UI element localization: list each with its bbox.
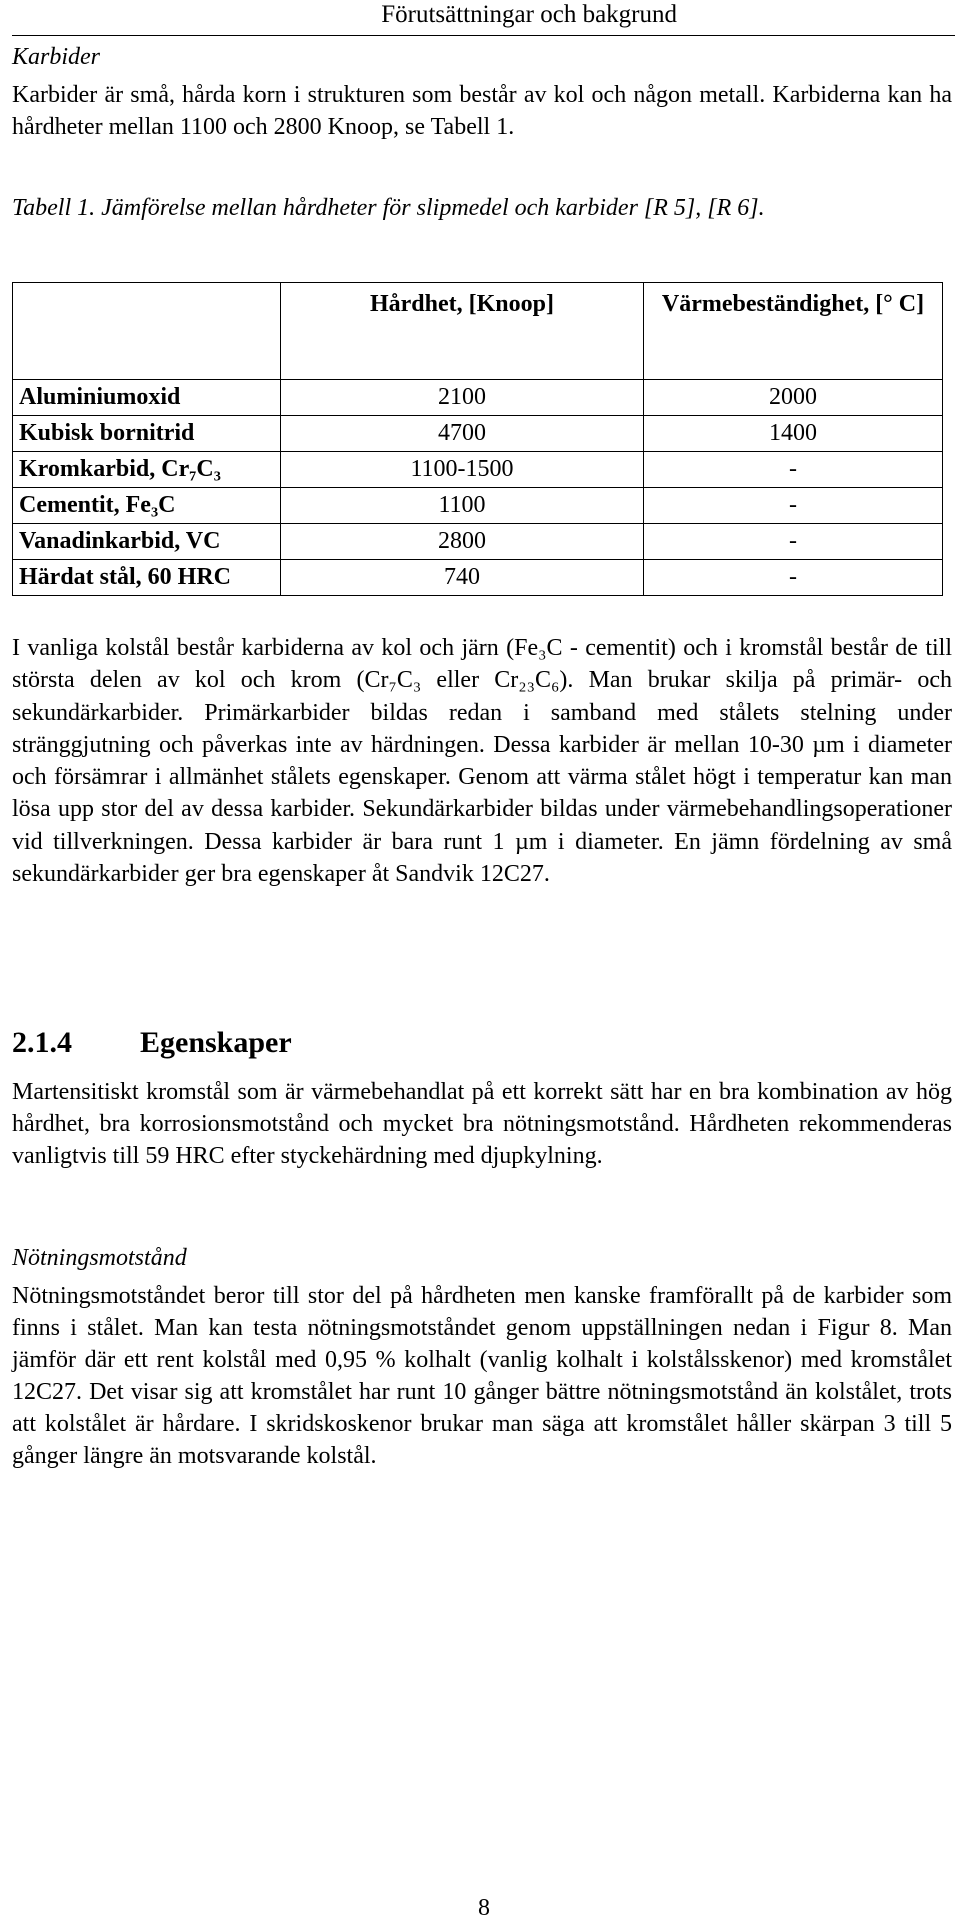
page-number: 8 [478, 1895, 490, 1921]
karbider-intro: Karbider är små, hårda korn i strukturen som består av kol och någon metall. Karbiderna kan ha hårdheter mellan 1100 och 2800 Knoop, se Tabell 1. [12, 82, 952, 140]
material-cell: Vanadinkarbid, VC [13, 524, 281, 560]
table-row [13, 524, 943, 560]
material-cell: Härdat stål, 60 HRC [13, 560, 281, 596]
section-number: 2.1.4 [12, 1026, 72, 1059]
table-corner-cell [13, 283, 281, 380]
material-cell: Kromkarbid, Cr₇C₃ [13, 452, 281, 488]
section-heading-egenskaper [12, 1025, 292, 1061]
heat-cell: - [644, 560, 943, 596]
hardness-table [12, 282, 943, 596]
hardness-cell: 2800 [281, 524, 644, 560]
karbider-body: I vanliga kolstål består karbiderna av kol och järn (Fe₃C - cementit) och i kromstål består de till största delen av kol och krom (Cr₇C₃ eller Cr₂₃C₆). Man brukar skilja på primär- och sekundärkarbider. Primärkarbider bildas redan i samband med stålets stelning under stränggjutning och påverkas inte av härdningen. Dessa karbider är mellan 10-30 µm i diameter och försämrar i allmänhet stålets egenskaper. Genom att värma stålet högt i temperatur kan man lösa upp stor del av dessa karbider. Sekundärkarbider bildas under värmebehandlingsoperationer vid tillverkningen. Dessa karbider är bara runt 1 µm i diameter. En jämn fördelning av små sekundärkarbider ger bra egenskaper åt Sandvik 12C27. [12, 635, 952, 888]
heat-cell: - [644, 452, 943, 488]
heat-cell: - [644, 524, 943, 560]
hardness-cell: 1100-1500 [281, 452, 644, 488]
hardness-cell: 2100 [281, 380, 644, 416]
column-header-heat-resistance: Värmebeständighet, [° C] [644, 283, 943, 380]
table-row [13, 488, 943, 524]
table-caption: Tabell 1. Jämförelse mellan hårdheter för slipmedel och karbider [R 5], [R 6]. [12, 195, 765, 221]
table-row [13, 380, 943, 416]
column-header-hardness: Hårdhet, [Knoop] [281, 283, 644, 380]
running-header: Förutsättningar och bakgrund [381, 1, 677, 28]
heat-cell: - [644, 488, 943, 524]
egenskaper-body: Martensitiskt kromstål som är värmebehandlat på ett korrekt sätt har en bra kombination av hög hårdhet, bra korrosionsmotstånd och mycket bra nötningsmotstånd. Hårdheten rekommenderas vanligtvis till 59 HRC efter styckehärdning med djupkylning. [12, 1079, 952, 1169]
hardness-cell: 4700 [281, 416, 644, 452]
header-rule [12, 35, 955, 36]
table-row [13, 560, 943, 596]
hardness-cell: 1100 [281, 488, 644, 524]
heading-karbider: Karbider [12, 44, 101, 70]
hardness-cell: 740 [281, 560, 644, 596]
material-cell: Kubisk bornitrid [13, 416, 281, 452]
heat-cell: 1400 [644, 416, 943, 452]
table-row [13, 416, 943, 452]
material-cell: Cementit, Fe₃C [13, 488, 281, 524]
table-header-row [13, 283, 943, 380]
heading-notningsmotstand: Nötningsmotstånd [12, 1245, 187, 1271]
material-cell: Aluminiumoxid [13, 380, 281, 416]
notning-body: Nötningsmotståndet beror till stor del på hårdheten men kanske framförallt på de karbider som finns i stålet. Man kan testa nötningsmotståndet genom uppställningen nedan i Figur 8. Man jämför där ett rent kolstål med 0,95 % kolhalt (vanlig kolhalt i kolstålsskenor) med kromstålet 12C27. Det visar sig att kromstålet har runt 10 gånger bättre nötningsmotstånd än kolstålet, trots att kolstålet är hårdare. I skridskoskenor brukar man säga att kromstålet håller skärpan 3 till 5 gånger längre än motsvarande kolstål. [12, 1283, 952, 1469]
section-title: Egenskaper [140, 1026, 292, 1059]
table-row [13, 452, 943, 488]
heat-cell: 2000 [644, 380, 943, 416]
